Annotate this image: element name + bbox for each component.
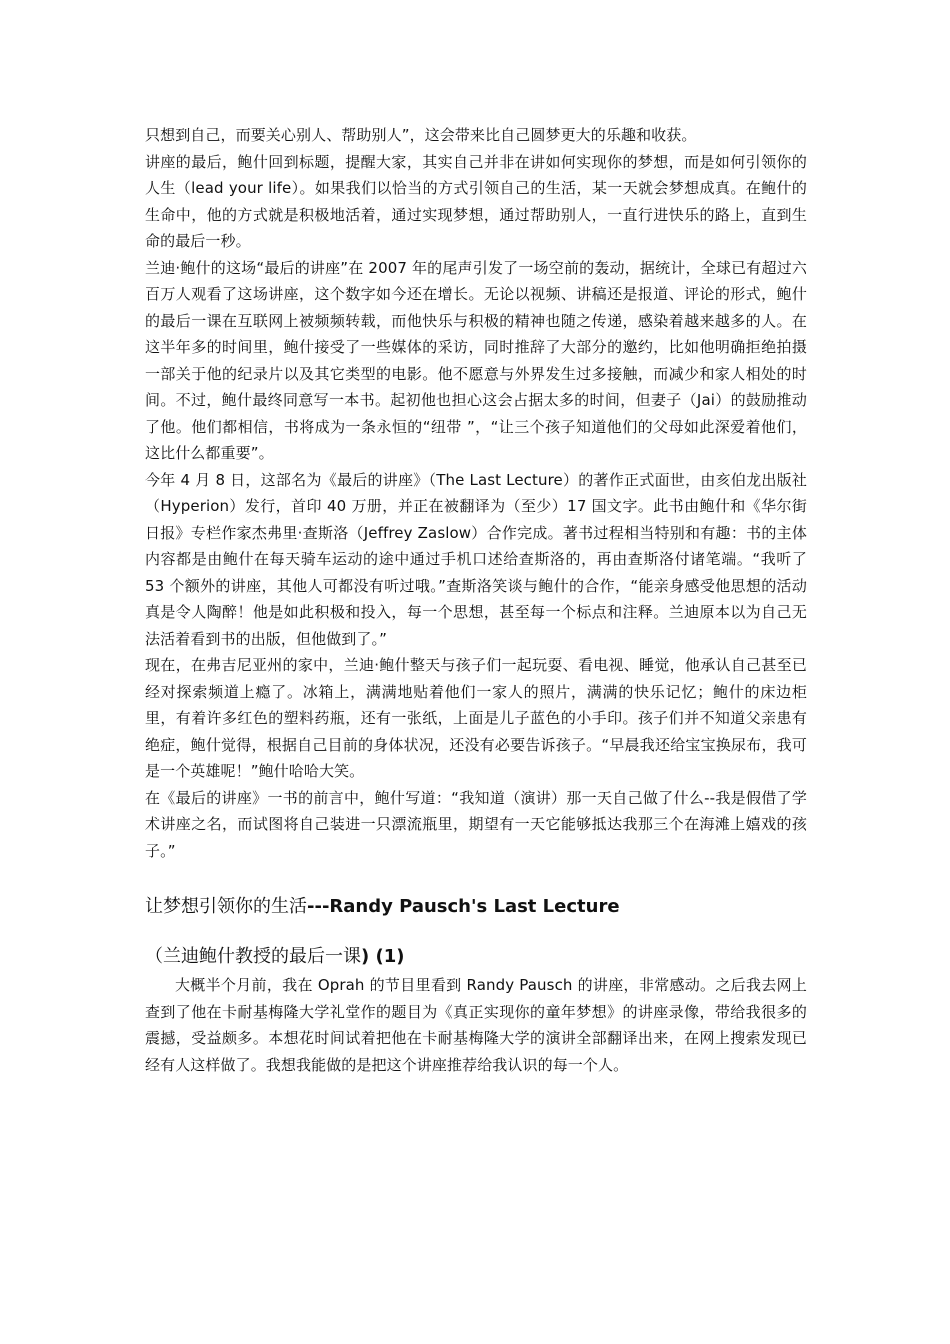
section-subheading-en: ) (1) — [361, 946, 405, 967]
paragraph-1: 只想到自己，而要关心别人、帮助别人”，这会带来比自己圆梦更大的乐趣和收获。 — [145, 126, 697, 144]
intro-paragraph: 大概半个月前，我在 Oprah 的节目里看到 Randy Pausch 的讲座，非常感动。之后我去网上查到了他在卡耐基梅隆大学礼堂作的题目为《真正实现你的童年梦想》的讲座录像，带给我很多的震撼，受益颇多。本想花时间试着把他在卡耐基梅隆大学的演讲全部翻译出来，在网上搜索发现已经有人这样做了。我想我能做的是把这个讲座推荐给我认识的每一个人。 — [145, 976, 807, 1074]
paragraph-5: 现在，在弗吉尼亚州的家中，兰迪·鲍什整天与孩子们一起玩耍、看电视、睡觉，他承认自己甚至已经对探索频道上瘾了。冰箱上，满满地贴着他们一家人的照片，满满的快乐记忆；鲍什的床边柜里，有着许多红色的塑料药瓶，还有一张纸，上面是儿子蓝色的小手印。孩子们并不知道父亲患有绝症，鲍什觉得，根据自己目前的身体状况，还没有必要告诉孩子。“早晨我还给宝宝换尿布，我可是一个英雄呢！”鲍什哈哈大笑。 — [145, 656, 807, 780]
paragraph-6: 在《最后的讲座》一书的前言中，鲍什写道：“我知道（演讲）那一天自己做了什么--我是假借了学术讲座之名，而试图将自己装进一只漂流瓶里，期望有一天它能够抵达我那三个在海滩上嬉戏的孩子。” — [145, 788, 807, 860]
section-subheading — [145, 944, 807, 970]
paragraph-4: 今年 4 月 8 日，这部名为《最后的讲座》（The Last Lecture）的著作正式面世，由亥伯龙出版社（Hyperion）发行，首印 40 万册，并正在被翻译为（至少）17 国文字。此书由鲍什和《华尔街日报》专栏作家杰弗里·查斯洛（Jeffrey Zaslow）合作完成。著书过程相当特别和有趣：书的主体内容都是由鲍什在每天骑车运动的途中通过手机口述给查斯洛的，再由查斯洛付诸笔端。“我听了 53 个额外的讲座，其他人可都没有听过哦。”查斯洛笑谈与鲍什的合作，“能亲身感受他思想的活动真是令人陶醉！他是如此积极和投入，每一个思想，甚至每一个标点和注释。兰迪原本以为自己无法活着看到书的出版，但他做到了。” — [145, 470, 807, 648]
document-page — [145, 122, 807, 1078]
section-heading-cn: 让梦想引领你的生活 — [145, 896, 307, 917]
section-heading — [145, 894, 807, 920]
paragraph-2: 讲座的最后，鲍什回到标题，提醒大家，其实自己并非在讲如何实现你的梦想，而是如何引领你的人生（lead your life）。如果我们以恰当的方式引领自己的生活，某一天就会梦想成真。在鲍什的生命中，他的方式就是积极地活着，通过实现梦想，通过帮助别人，一直行进快乐的路上，直到生命的最后一秒。 — [145, 152, 807, 250]
section-subheading-cn: （兰迪鲍什教授的最后一课 — [145, 946, 361, 967]
paragraph-3: 兰迪·鲍什的这场“最后的讲座”在 2007 年的尾声引发了一场空前的轰动，据统计，全球已有超过六百万人观看了这场讲座，这个数字如今还在增长。无论以视频、讲稿还是报道、评论的形式，鲍什的最后一课在互联网上被频频转载，而他快乐与积极的精神也随之传递，感染着越来越多的人。在这半年多的时间里，鲍什接受了一些媒体的采访，同时推辞了大部分的邀约，比如他明确拒绝拍摄一部关于他的纪录片以及其它类型的电影。他不愿意与外界发生过多接触，而减少和家人相处的时间。不过，鲍什最终同意写一本书。起初他也担心这会占据太多的时间，但妻子（Jai）的鼓励推动了他。他们都相信，书将成为一条永恒的“纽带 ”，“让三个孩子知道他们的父母如此深爱着他们，这比什么都重要”。 — [145, 258, 807, 462]
section-heading-en: ---Randy Pausch's Last Lecture — [307, 896, 620, 917]
